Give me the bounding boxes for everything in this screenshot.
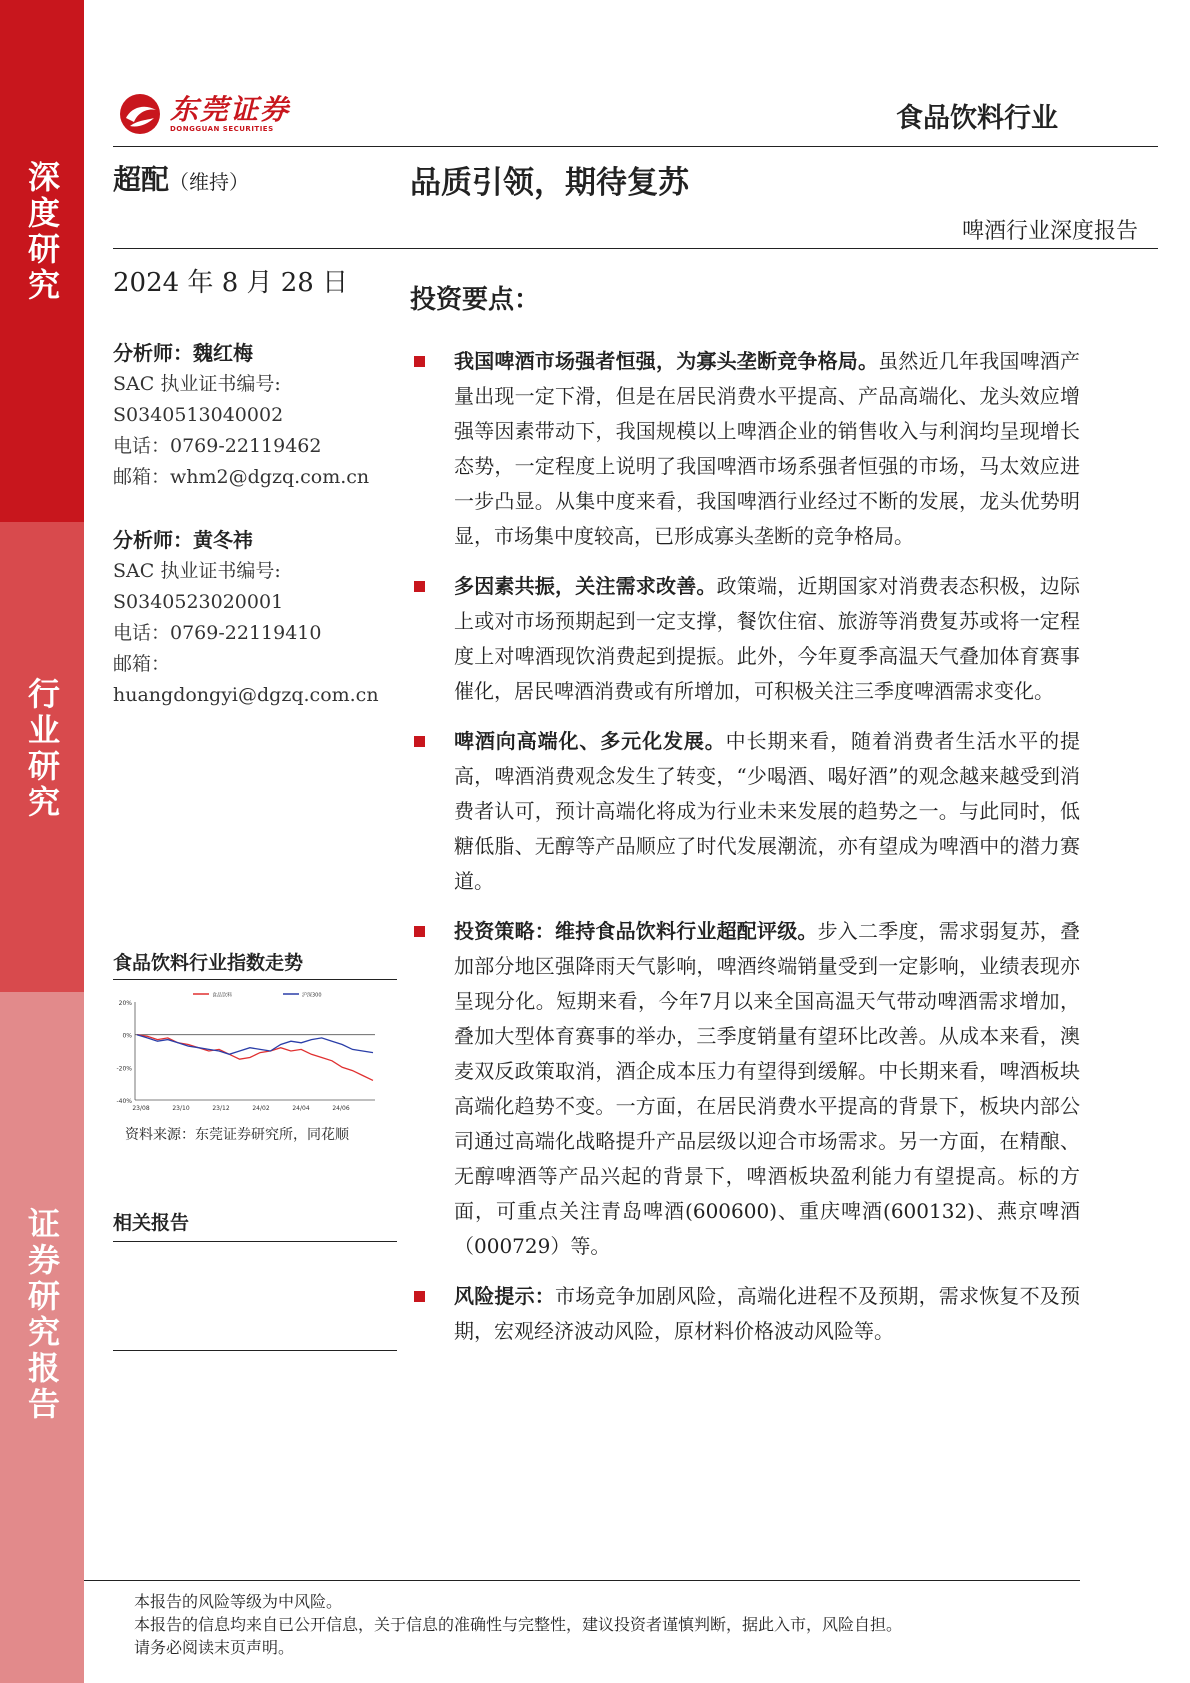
footer-line: 本报告的风险等级为中风险。 — [134, 1592, 343, 1611]
left-sidebar — [0, 0, 84, 1683]
chart-y-tick-label: 20% — [118, 1000, 132, 1007]
key-point-body: 虽然近几年我国啤酒产量出现一定下滑，但是在居民消费水平提高、产品高端化、龙头效应增强等因素带动下，我国规模以上啤酒企业的销售收入与利润均呈现增长态势，一定程度上说明了我国啤酒市场系强者恒强的市场，马太效应进一步凸显。从集中度来看，我国啤酒行业经过不断的发展，龙头优势明显，市场集中度较高，已形成寡头垄断的竞争格局。 — [454, 349, 1081, 548]
key-point-item — [410, 344, 1080, 554]
key-point-body: 中长期来看，随着消费者生活水平的提高，啤酒消费观念发生了转变，“少喝酒、喝好酒”的观念越来越受到消费者认可，预计高端化将成为行业未来发展的趋势之一。与此同时，低糖低脂、无醇等产品顺应了时代发展潮流，亦有望成为啤酒中的潜力赛道。 — [454, 729, 1081, 893]
logo-text-cn: 东莞证券 — [170, 93, 291, 126]
report-date: 2024 年 8 月 28 日 — [113, 268, 349, 298]
analyst-name: 分析师：魏红梅 — [113, 341, 253, 365]
bullet-square-icon — [414, 926, 425, 937]
header-rule — [113, 146, 1158, 147]
rating-note: （维持） — [169, 170, 250, 194]
analyst-email-label: 邮箱： — [113, 653, 171, 675]
report-title: 品质引领，期待复苏 — [410, 165, 689, 201]
analyst-sac: S0340513040002 — [113, 404, 284, 426]
chart-x-tick-label: 24/02 — [252, 1105, 270, 1112]
key-point-lead: 投资策略：维持食品饮料行业超配评级。 — [454, 919, 818, 943]
footer-line: 请务必阅读末页声明。 — [134, 1638, 295, 1657]
chart-source: 资料来源：东莞证券研究所，同花顺 — [125, 1127, 349, 1143]
footer-line: 本报告的信息均来自已公开信息，关于信息的准确性与完整性，建议投资者谨慎判断，据此入市，风险自担。 — [134, 1615, 903, 1634]
key-point-item — [410, 569, 1080, 709]
chart-legend-label: 食品饮料 — [212, 992, 233, 999]
key-points-list — [410, 344, 1080, 1364]
sidebar-section-industry-research: 行业研究 — [0, 522, 84, 992]
related-end-rule — [113, 1350, 397, 1351]
key-points-title: 投资要点： — [410, 285, 541, 315]
chart-x-tick-label: 23/10 — [172, 1105, 190, 1112]
key-point-body: 市场竞争加剧风险，高端化进程不及预期，需求恢复不及预期，宏观经济波动风险，原材料价格波动风险等。 — [454, 1284, 1080, 1343]
key-point-lead: 啤酒向高端化、多元化发展。 — [454, 729, 726, 753]
analyst-name: 分析师：黄冬祎 — [113, 528, 253, 552]
sidebar-section-deep-research: 深度研究 — [0, 0, 84, 522]
chart-legend-label: 沪深300 — [302, 992, 322, 999]
key-point-lead: 风险提示： — [454, 1284, 555, 1308]
report-type: 啤酒行业深度报告 — [961, 219, 1138, 244]
analyst-phone: 电话：0769-22119462 — [113, 435, 322, 457]
analyst-sac-label: SAC 执业证书编号: — [113, 560, 281, 582]
analyst-sac: S0340523020001 — [113, 591, 284, 613]
chart-x-tick-label: 23/08 — [132, 1105, 150, 1112]
title-rule — [113, 248, 1158, 249]
chart-title: 食品饮料行业指数走势 — [113, 948, 397, 980]
footer-rule — [84, 1580, 1080, 1581]
related-title: 相关报告 — [113, 1208, 397, 1242]
company-logo — [118, 92, 290, 136]
chart-y-tick-label: 0% — [122, 1032, 132, 1040]
chart-x-tick-label: 23/12 — [212, 1105, 230, 1112]
key-point-body: 政策端，近期国家对消费表态积极，边际上或对市场预期起到一定支撑，餐饮住宿、旅游等消费复苏或将一定程度上对啤酒现饮消费起到提振。此外，今年夏季高温天气叠加体育赛事催化，居民啤酒消费或有所增加，可积极关注三季度啤酒需求变化。 — [454, 574, 1081, 703]
analyst-phone: 电话：0769-22119410 — [113, 622, 322, 644]
chart-svg — [113, 990, 383, 1120]
bullet-square-icon — [414, 581, 425, 592]
key-point-item — [410, 1279, 1080, 1349]
key-point-item — [410, 914, 1080, 1264]
rating-value: 超配 — [113, 163, 170, 196]
analyst-email[interactable]: whm2@dgzq.com.cn — [170, 466, 370, 488]
key-point-item — [410, 724, 1080, 899]
related-reports — [113, 1208, 397, 1242]
chart-y-tick-label: -20% — [116, 1065, 132, 1073]
key-point-body: 步入二季度，需求弱复苏，叠加部分地区强降雨天气影响，啤酒终端销量受到一定影响，业绩表现亦呈现分化。短期来看，今年7月以来全国高温天气带动啤酒需求增加，叠加大型体育赛事的举办，三季度销量有望环比改善。从成本来看，澳麦双反政策取消，酒企成本压力有望得到缓解。中长期来看，啤酒板块高端化趋势不变。一方面，在居民消费水平提高的背景下，板块内部公司通过高端化战略提升产品层级以迎合市场需求。另一方面，在精酿、无醇啤酒等产品兴起的背景下，啤酒板块盈利能力有望提高。标的方面，可重点关注青岛啤酒(600600)、重庆啤酒(600132)、燕京啤酒（000729）等。 — [454, 919, 1081, 1258]
bullet-square-icon — [414, 356, 425, 367]
rating — [113, 158, 249, 198]
analyst-sac-label: SAC 执业证书编号: — [113, 373, 281, 395]
chart-y-tick-label: -40% — [116, 1098, 132, 1105]
chart-x-tick-label: 24/04 — [292, 1105, 310, 1112]
analyst-card — [113, 525, 379, 711]
key-point-lead: 我国啤酒市场强者恒强，为寡头垄断竞争格局。 — [454, 349, 879, 373]
chart-series-line — [137, 1035, 373, 1055]
analyst-email-label: 邮箱： — [113, 466, 171, 488]
bullet-square-icon — [414, 736, 425, 747]
analyst-card — [113, 338, 369, 493]
chart-x-tick-label: 24/06 — [332, 1105, 350, 1112]
analyst-email[interactable]: huangdongyi@dgzq.com.cn — [113, 684, 379, 706]
industry-label: 食品饮料行业 — [896, 103, 1058, 134]
bullet-square-icon — [414, 1291, 425, 1302]
logo-mark-icon — [118, 92, 162, 136]
logo-text-en: DONGGUAN SECURITIES — [170, 125, 274, 133]
index-trend-chart — [113, 948, 397, 1144]
key-point-lead: 多因素共振，关注需求改善。 — [454, 574, 717, 598]
footer-disclaimer — [134, 1590, 902, 1659]
sidebar-section-securities-report: 证券研究报告 — [0, 992, 84, 1683]
